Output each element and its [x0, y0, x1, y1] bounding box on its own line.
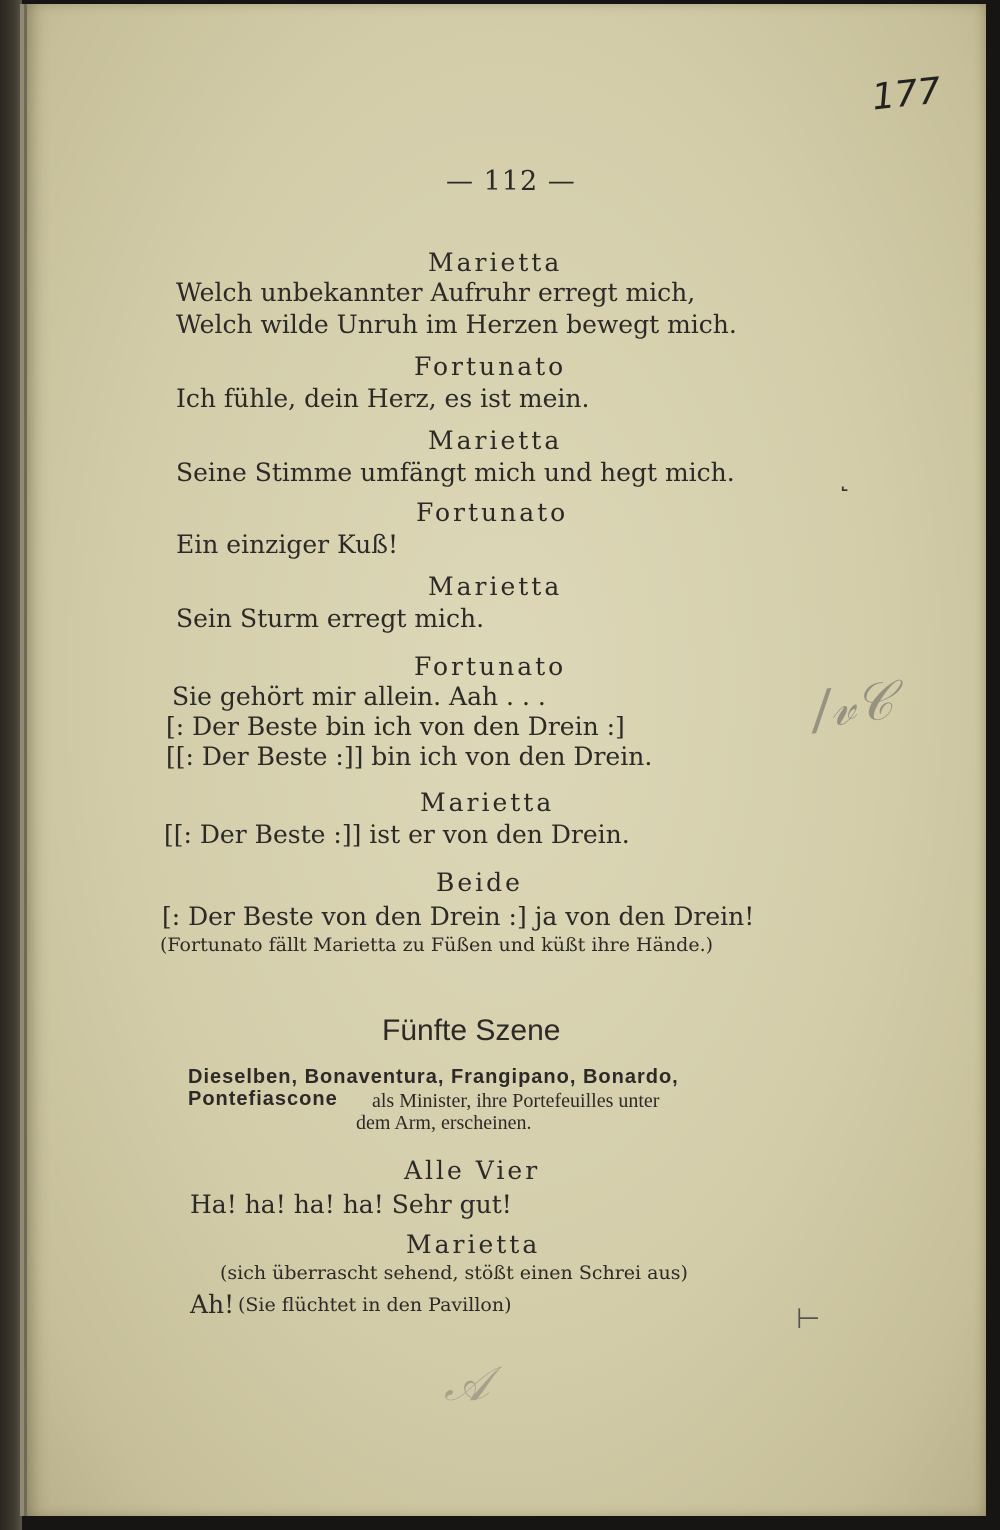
speaker-alle-vier: Alle Vier — [404, 1156, 541, 1185]
speaker-marietta: Marietta — [428, 572, 563, 601]
speaker-marietta: Marietta — [428, 248, 563, 277]
cast-list-bold: Pontefiascone — [188, 1088, 338, 1110]
book-page — [20, 4, 986, 1516]
speaker-marietta: Marietta — [420, 788, 555, 817]
stage-direction: (Sie flüchtet in den Pavillon) — [238, 1294, 512, 1316]
scene-title: Fünfte Szene — [382, 1014, 561, 1047]
dialogue-line: Ha! ha! ha! ha! Sehr gut! — [190, 1190, 512, 1219]
dialogue-line: Welch wilde Unruh im Herzen bewegt mich. — [176, 310, 737, 339]
pencil-tick-mark: ˻ — [840, 459, 850, 492]
page-number: — 112 — — [446, 166, 576, 197]
dialogue-line: [: Der Beste bin ich von den Drein :] — [166, 712, 625, 741]
stage-direction: (Fortunato fällt Marietta zu Füßen und küßt ihre Hände.) — [160, 934, 714, 956]
speaker-marietta: Marietta — [406, 1230, 541, 1259]
dialogue-exclamation: Ah! — [190, 1290, 235, 1319]
dialogue-line: Ein einziger Kuß! — [176, 530, 399, 559]
dialogue-line: Sie gehört mir allein. Aah . . . — [172, 682, 546, 711]
dialogue-line: [[: Der Beste :]] ist er von den Drein. — [164, 820, 630, 849]
dialogue-line: Welch unbekannter Aufruhr erregt mich, — [176, 278, 696, 307]
pencil-tick-mark: ⊢ — [796, 1302, 821, 1335]
stage-direction: (sich überrascht sehend, stößt einen Schrei aus) — [220, 1262, 688, 1284]
dialogue-line: [: Der Beste von den Drein :] ja von den Drein! — [162, 902, 755, 931]
dialogue-line: [[: Der Beste :]] bin ich von den Drein. — [166, 742, 653, 771]
speaker-fortunato: Fortunato — [414, 652, 567, 681]
speaker-fortunato: Fortunato — [414, 352, 567, 381]
book-binding-edge — [0, 0, 22, 1530]
dialogue-line: Ich fühle, dein Herz, es ist mein. — [176, 384, 590, 413]
cast-list-text: als Minister, ihre Portefeuilles unter — [372, 1090, 660, 1112]
speaker-marietta: Marietta — [428, 426, 563, 455]
pencil-annotation: /𝓋𝒞 — [808, 670, 897, 742]
dialogue-line: Seine Stimme umfängt mich und hegt mich. — [176, 458, 735, 487]
page-gutter — [24, 4, 27, 1516]
dialogue-line: Sein Sturm erregt mich. — [176, 604, 485, 633]
cast-list-text: dem Arm, erscheinen. — [356, 1112, 532, 1134]
pencil-monogram: 𝒜 — [444, 1356, 490, 1412]
cast-list-bold: Dieselben, Bonaventura, Frangipano, Bonardo, — [188, 1066, 679, 1088]
speaker-fortunato: Fortunato — [416, 498, 569, 527]
handwritten-folio-number: 177 — [870, 70, 943, 119]
speaker-beide: Beide — [436, 868, 523, 897]
